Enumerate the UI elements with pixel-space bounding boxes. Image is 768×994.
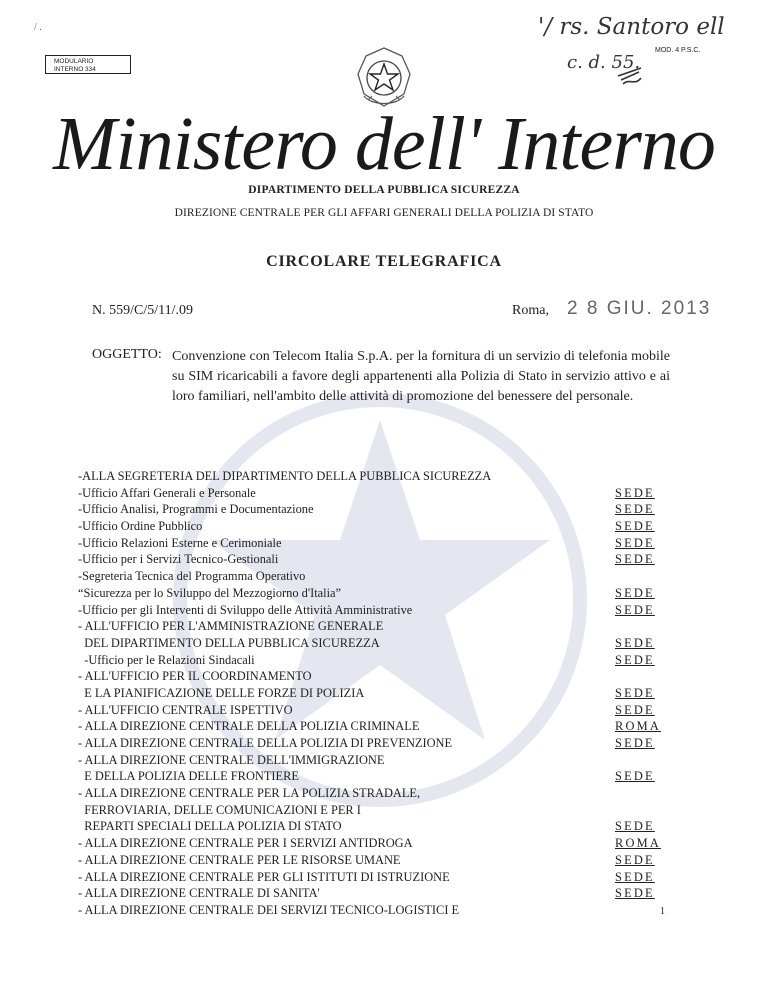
- recipient-name: -Ufficio per le Relazioni Sindacali: [78, 652, 255, 667]
- form-code-line-2: INTERNO 334: [54, 65, 96, 73]
- recipient-row: [78, 802, 688, 819]
- form-model-code: MOD. 4 P.S.C.: [655, 47, 701, 54]
- recipient-name: -Ufficio Relazioni Esterne e Cerimoniale: [78, 535, 282, 550]
- recipient-name: - ALLA DIREZIONE CENTRALE DELLA POLIZIA DI PREVENZIONE: [78, 736, 453, 750]
- recipient-name: -ALLA SEGRETERIA DEL DIPARTIMENTO DELLA PUBBLICA SICUREZZA: [78, 469, 492, 483]
- recipient-row: [78, 602, 688, 619]
- recipient-name: E LA PIANIFICAZIONE DELLE FORZE DI POLIZIA: [78, 685, 365, 700]
- recipient-location: SEDE: [615, 685, 655, 700]
- corner-mark: / .: [34, 22, 42, 33]
- recipient-name: - ALLA DIREZIONE CENTRALE PER LE RISORSE UMANE: [78, 852, 401, 867]
- recipient-location: SEDE: [615, 602, 655, 617]
- recipient-name: - ALL'UFFICIO PER L'AMMINISTRAZIONE GENERALE: [78, 619, 384, 634]
- recipient-location: SEDE: [615, 736, 655, 750]
- recipient-row: [78, 869, 688, 886]
- recipient-row: [78, 618, 688, 635]
- recipient-location: ROMA: [615, 719, 661, 734]
- handwritten-annotation: '/ rs. Santoro ell: [538, 14, 725, 40]
- recipient-location: SEDE: [615, 535, 655, 550]
- recipient-name: -Ufficio Ordine Pubblico: [78, 519, 203, 534]
- recipient-location: SEDE: [615, 502, 655, 517]
- recipient-name: - ALLA DIREZIONE CENTRALE PER GLI ISTITUTI DI ISTRUZIONE: [78, 869, 450, 884]
- recipient-location: SEDE: [615, 635, 655, 650]
- page-number: 1: [660, 906, 665, 917]
- recipient-row: [78, 668, 688, 685]
- recipient-location: ROMA: [615, 836, 661, 851]
- document-type: CIRCOLARE TELEGRAFICA: [266, 253, 502, 270]
- ministry-title: Ministero dell' Interno: [53, 102, 715, 186]
- recipient-location: SEDE: [615, 769, 655, 784]
- recipient-name: - ALLA DIREZIONE CENTRALE DELLA POLIZIA CRIMINALE: [78, 719, 420, 734]
- recipient-row: [78, 535, 688, 552]
- recipient-name: - ALLA DIREZIONE CENTRALE PER LA POLIZIA STRADALE,: [78, 786, 421, 801]
- recipient-row: [78, 551, 688, 568]
- recipient-location: SEDE: [615, 852, 655, 867]
- handwritten-reference: c. d. 55.: [567, 52, 641, 73]
- recipient-name: -Ufficio per gli Interventi di Sviluppo delle Attività Amministrative: [78, 602, 413, 617]
- recipient-location: SEDE: [615, 819, 655, 834]
- form-code-box: [45, 55, 131, 74]
- recipient-row: [78, 785, 688, 802]
- recipient-location: SEDE: [615, 886, 655, 901]
- recipient-row: [78, 501, 688, 518]
- recipient-row: [78, 485, 688, 502]
- recipient-row: [78, 652, 688, 669]
- recipient-row: [78, 685, 688, 702]
- place-label: Roma,: [512, 303, 549, 318]
- recipient-row: [78, 468, 688, 485]
- recipient-name: -Ufficio per i Servizi Tecnico-Gestionali: [78, 552, 279, 567]
- recipient-name: REPARTI SPECIALI DELLA POLIZIA DI STATO: [78, 819, 342, 834]
- recipient-name: -Ufficio Analisi, Programmi e Documentazione: [78, 502, 314, 517]
- recipient-row: [78, 518, 688, 535]
- subject-label: OGGETTO:: [92, 347, 162, 362]
- recipient-location: SEDE: [615, 552, 655, 567]
- recipient-row: [78, 718, 688, 735]
- recipient-name: -Ufficio Affari Generali e Personale: [78, 485, 256, 500]
- form-code-line-1: MODULARIO: [54, 58, 94, 65]
- recipient-name: - ALLA DIREZIONE CENTRALE DELL'IMMIGRAZIONE: [78, 752, 385, 767]
- protocol-number: N. 559/C/5/11/.09: [92, 303, 193, 318]
- recipient-name: - ALL'UFFICIO PER IL COORDINAMENTO: [78, 669, 312, 684]
- recipient-name: - ALL'UFFICIO CENTRALE ISPETTIVO: [78, 702, 293, 717]
- recipient-row: [78, 752, 688, 769]
- handwritten-scribble-icon: [615, 64, 645, 90]
- recipient-name: DEL DIPARTIMENTO DELLA PUBBLICA SICUREZZA: [78, 635, 380, 650]
- recipient-row: [78, 818, 688, 835]
- recipient-location: SEDE: [615, 869, 655, 884]
- recipient-row: [78, 902, 688, 919]
- recipient-list: [78, 468, 688, 919]
- recipient-name: FERROVIARIA, DELLE COMUNICAZIONI E PER I: [78, 802, 361, 817]
- recipient-name: E DELLA POLIZIA DELLE FRONTIERE: [78, 769, 299, 784]
- recipient-row: [78, 768, 688, 785]
- recipient-row: [78, 635, 688, 652]
- recipient-location: SEDE: [615, 652, 655, 667]
- recipient-name: - ALLA DIREZIONE CENTRALE DEI SERVIZI TECNICO-LOGISTICI E: [78, 902, 460, 917]
- recipient-row: [78, 835, 688, 852]
- recipient-row: [78, 735, 688, 752]
- recipient-row: [78, 852, 688, 869]
- recipient-name: - ALLA DIREZIONE CENTRALE DI SANITA': [78, 886, 320, 901]
- department-name: DIPARTIMENTO DELLA PUBBLICA SICUREZZA: [248, 184, 520, 196]
- date-stamp: 2 8 GIU. 2013: [567, 298, 712, 319]
- recipient-location: SEDE: [615, 585, 655, 600]
- subject-text: Convenzione con Telecom Italia S.p.A. per la fornitura di un servizio di telefonia mobile su SIM ricaricabili a favore degli appartenenti alla Polizia di Stato in servizio attivo e ai loro familiari, nell'ambito delle attività di promozione del benessere del personale.: [172, 349, 670, 404]
- recipient-location: SEDE: [615, 702, 655, 717]
- recipient-row: [78, 885, 688, 902]
- recipient-name: - ALLA DIREZIONE CENTRALE PER I SERVIZI ANTIDROGA: [78, 836, 413, 851]
- recipient-location: SEDE: [615, 485, 655, 500]
- recipient-name: -Segreteria Tecnica del Programma Operativo: [78, 569, 306, 584]
- recipient-row: [78, 702, 688, 719]
- recipient-name: “Sicurezza per lo Sviluppo del Mezzogiorno d'Italia”: [78, 585, 342, 600]
- recipient-location: SEDE: [615, 519, 655, 534]
- recipient-row: [78, 568, 688, 585]
- recipient-row: [78, 585, 688, 602]
- directorate-name: DIREZIONE CENTRALE PER GLI AFFARI GENERALI DELLA POLIZIA DI STATO: [174, 207, 594, 219]
